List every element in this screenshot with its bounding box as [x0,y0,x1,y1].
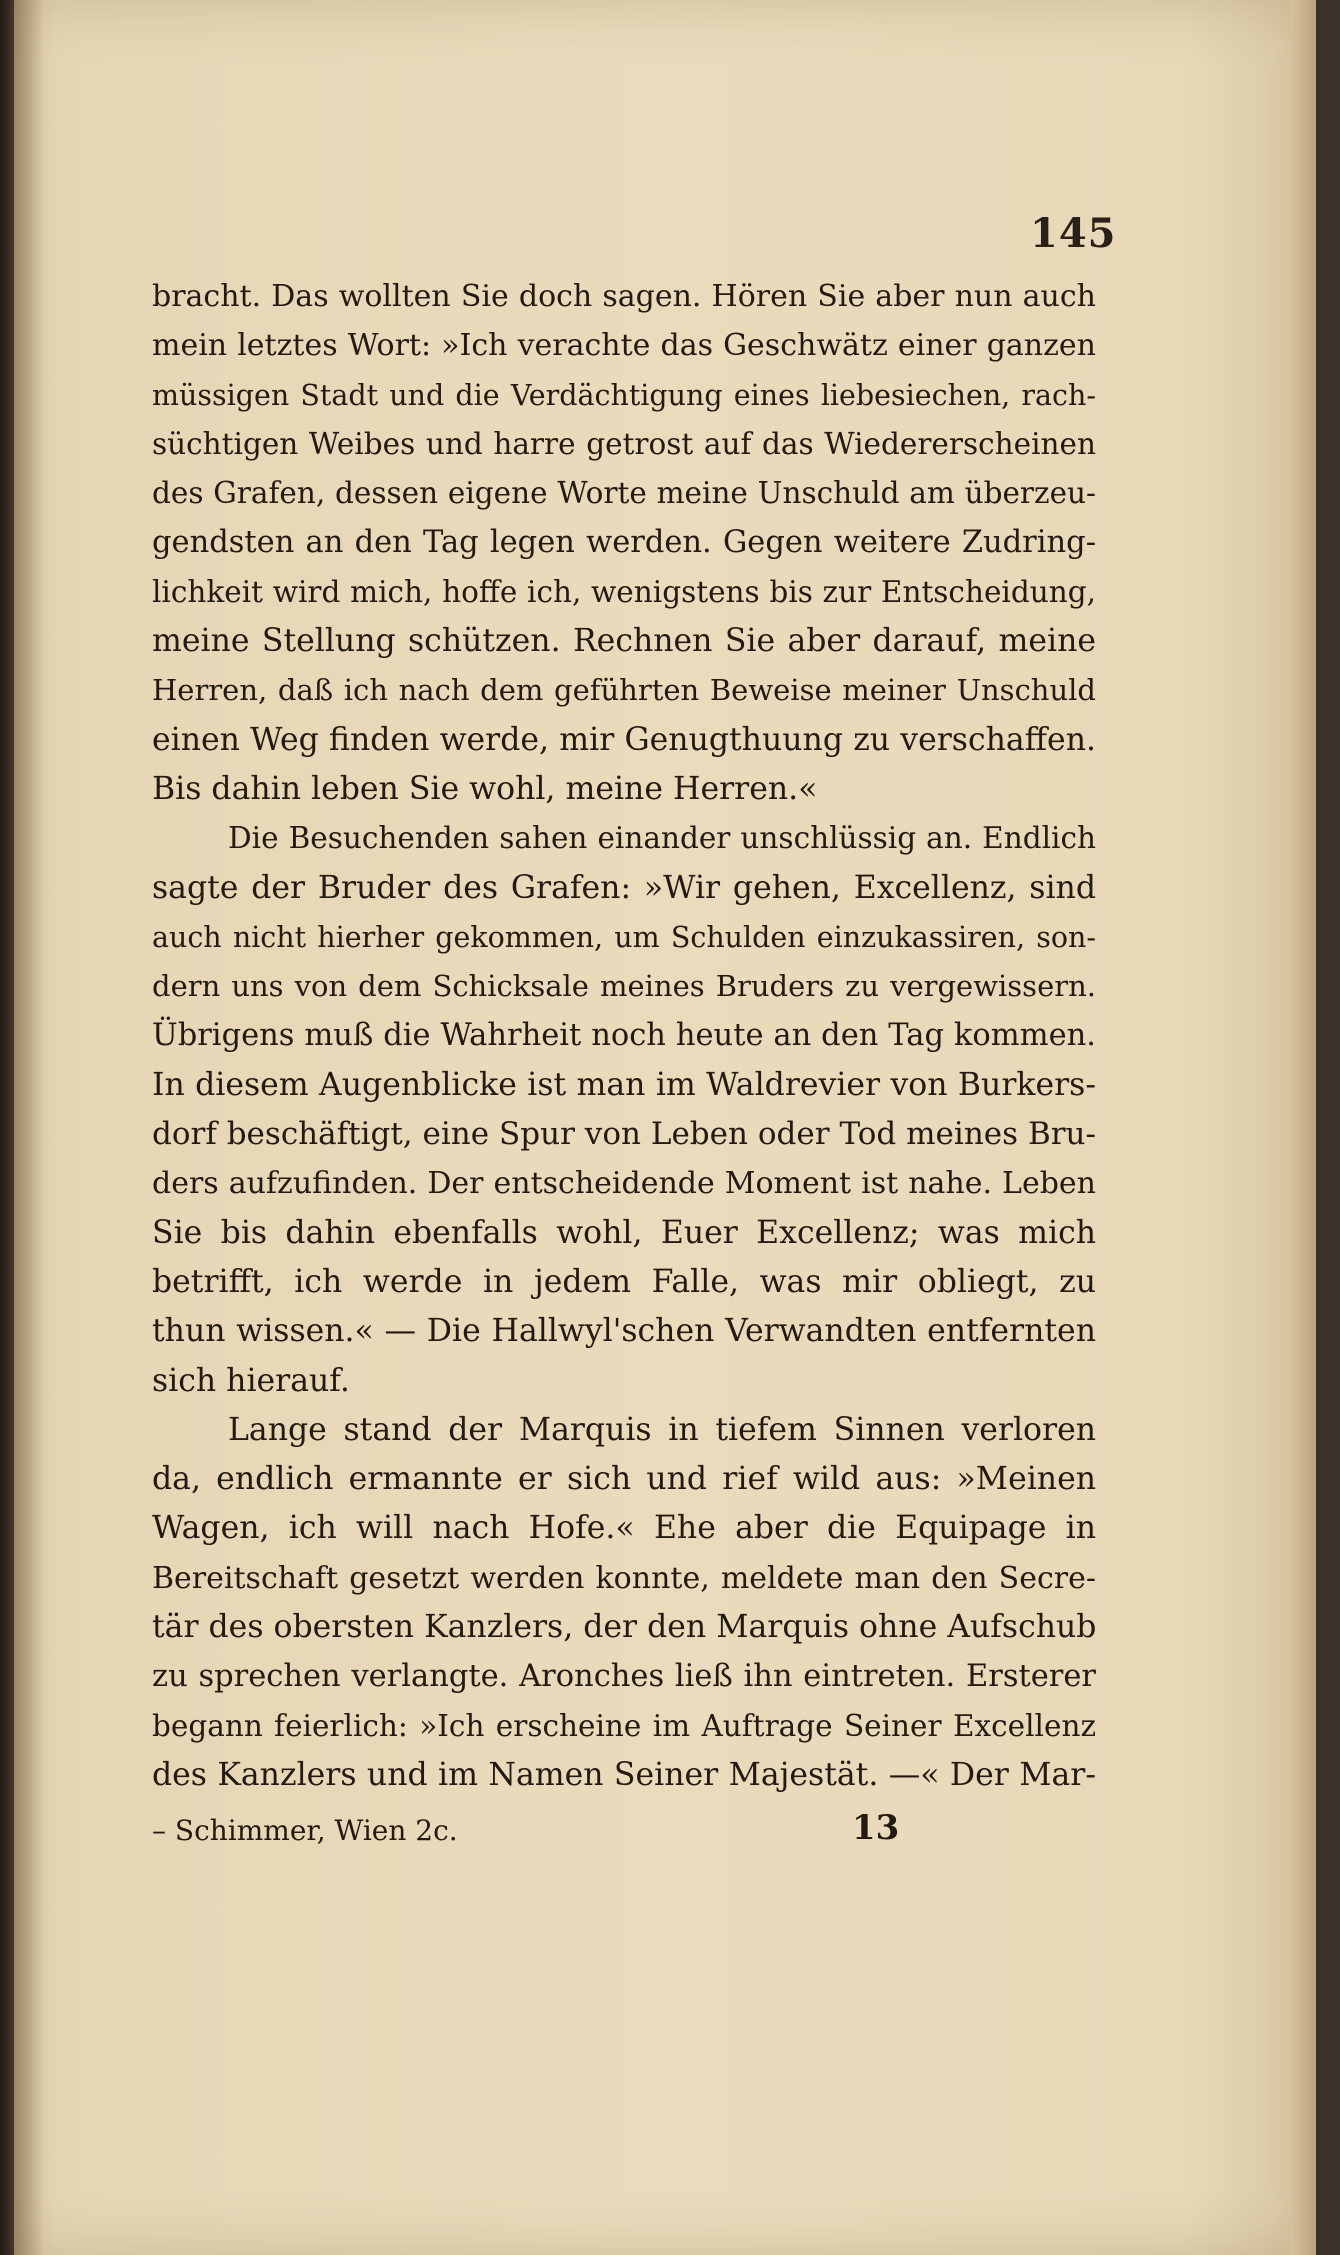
text-line: Wagen, ich will nach Hofe.« Ehe aber die Equipage in [152,1510,1096,1547]
gutter-shadow [14,0,44,2255]
page-number: 145 [1030,210,1117,257]
text-line: Sie bis dahin ebenfalls wohl, Euer Excellenz; was mich [152,1214,1096,1251]
text-line: Herren, daß ich nach dem geführten Beweise meiner Unschuld [152,673,1096,708]
text-line: süchtigen Weibes und harre getrost auf das Wiedererscheinen [152,426,1096,461]
text-line: des Kanzlers und im Namen Seiner Majestät. —« Der Mar- [152,1756,1096,1793]
page-edge [1290,0,1316,2255]
text-line: lichkeit wird mich, hoffe ich, wenigstens bis zur Entscheidung, [152,574,1096,609]
text-line: dern uns von dem Schicksale meines Bruders zu vergewissern. [152,969,1096,1004]
text-line: sich hierauf. [152,1362,350,1399]
text-line: Lange stand der Marquis in tiefem Sinnen verloren [228,1411,1096,1448]
text-line: ders aufzufinden. Der entscheidende Moment ist nahe. Leben [152,1166,1096,1202]
text-line: meine Stellung schützen. Rechnen Sie aber darauf, meine [152,623,1096,660]
sheet-number: 13 [852,1808,900,1848]
page-footer [152,1808,1096,1858]
printer-signature: – Schimmer, Wien 2c. [152,1814,458,1847]
text-line: In diesem Augenblicke ist man im Waldrevier von Burkers- [152,1066,1096,1103]
text-line: auch nicht hierher gekommen, um Schulden einzukassiren, son- [152,920,1096,954]
text-line: Die Besuchenden sahen einander unschlüssig an. Endlich [228,821,1096,856]
text-line: dorf beschäftigt, eine Spur von Leben oder Tod meines Bru- [152,1116,1096,1153]
text-line: tär des obersten Kanzlers, der den Marquis ohne Aufschub [152,1609,1097,1646]
text-line: thun wissen.« — Die Hallwyl'schen Verwandten entfernten [152,1313,1096,1350]
text-line: müssigen Stadt und die Verdächtigung eines liebesiechen, rach- [152,378,1096,412]
text-line: Bereitschaft gesetzt werden konnte, meldete man den Secre- [152,1560,1096,1596]
text-line: begann feierlich: »Ich erscheine im Auftrage Seiner Excellenz [152,1708,1096,1743]
text-line: betrifft, ich werde in jedem Falle, was mir obliegt, zu [152,1263,1096,1300]
text-line: Bis dahin leben Sie wohl, meine Herren.« [152,770,818,807]
text-line: des Grafen, dessen eigene Worte meine Unschuld am überzeu- [152,476,1096,511]
text-line: einen Weg finden werde, mir Genugthuung zu verschaffen. [152,721,1096,758]
text-line: zu sprechen verlangte. Aronches ließ ihn eintreten. Ersterer [152,1659,1096,1695]
text-line: gendsten an den Tag legen werden. Gegen weitere Zudring- [152,525,1096,561]
text-line: da, endlich ermannte er sich und rief wild aus: »Meinen [152,1461,1096,1498]
text-line: bracht. Das wollten Sie doch sagen. Hören Sie aber nun auch [152,279,1096,314]
text-line: sagte der Bruder des Grafen: »Wir gehen, Excellenz, sind [152,869,1096,906]
text-line: mein letztes Wort: »Ich verachte das Geschwätz einer ganzen [152,328,1096,364]
body-text [152,272,1096,1800]
text-line: Übrigens muß die Wahrheit noch heute an den Tag kommen. [152,1018,1096,1054]
